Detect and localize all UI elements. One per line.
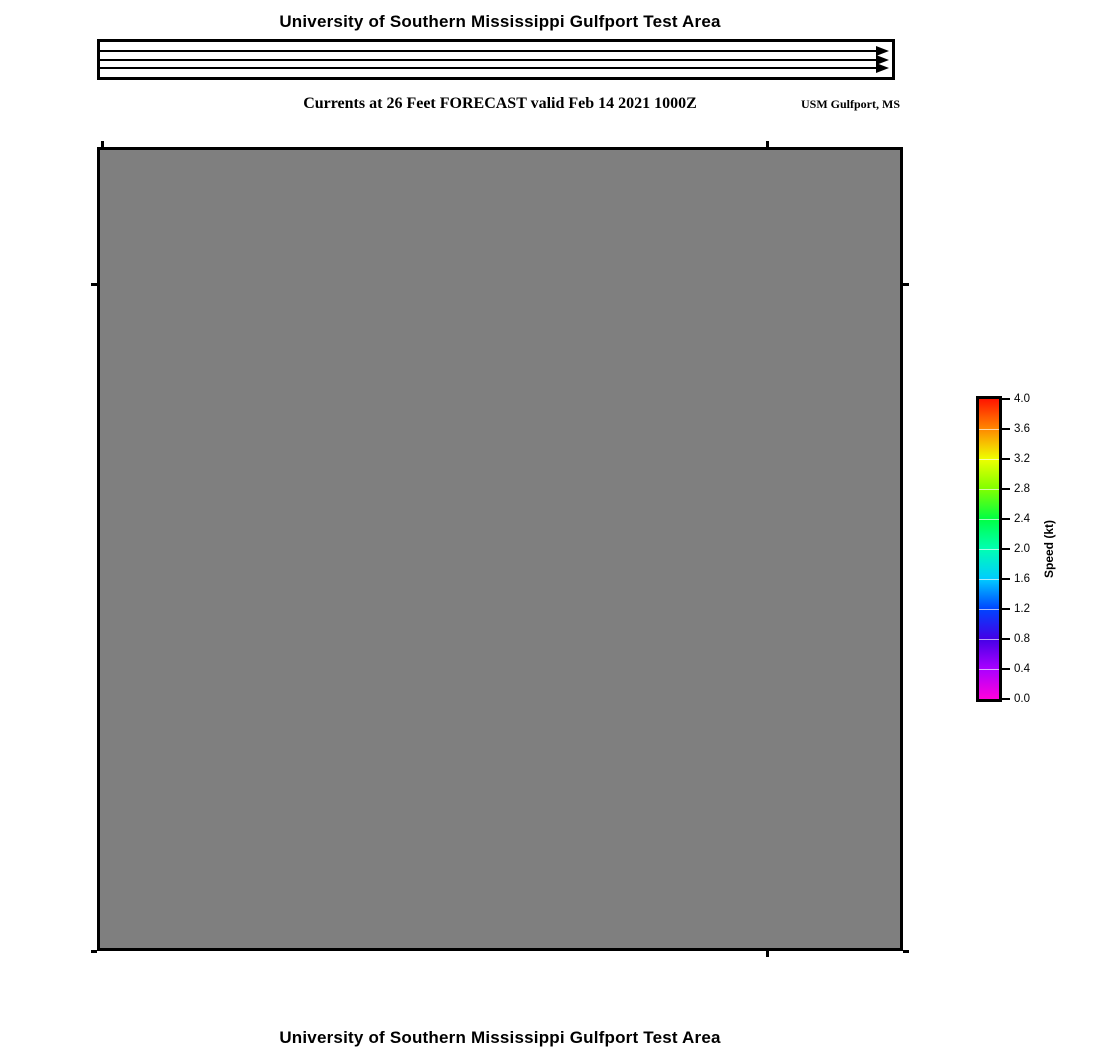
colorbar-segment-line xyxy=(979,549,999,550)
colorbar-tick-label: 1.2 xyxy=(1014,603,1030,615)
page-title-bottom: University of Southern Mississippi Gulfport Test Area xyxy=(279,1028,721,1047)
colorbar-tick-label: 3.6 xyxy=(1014,423,1030,435)
graticule-tick-top xyxy=(766,141,769,147)
colorbar-tick-label: 0.4 xyxy=(1014,663,1030,675)
colorbar-tick xyxy=(1002,458,1010,460)
arrow-head-icon xyxy=(876,63,889,73)
colorbar-tick xyxy=(1002,578,1010,580)
scale-arrow-line xyxy=(100,50,876,52)
scale-arrow-line xyxy=(100,59,876,61)
colorbar-segment-line xyxy=(979,429,999,430)
colorbar-tick xyxy=(1002,398,1010,400)
map-area xyxy=(97,147,903,951)
vector-scale-box xyxy=(97,39,895,80)
graticule-tick-right xyxy=(903,950,909,953)
graticule-tick-left xyxy=(91,283,97,286)
colorbar-tick xyxy=(1002,548,1010,550)
colorbar-segment-line xyxy=(979,489,999,490)
colorbar-tick-label: 2.8 xyxy=(1014,483,1030,495)
colorbar-segment-line xyxy=(979,669,999,670)
colorbar-tick-label: 3.2 xyxy=(1014,453,1030,465)
colorbar-tick-label: 0.0 xyxy=(1014,693,1030,705)
graticule-tick-left xyxy=(91,950,97,953)
colorbar-tick-label: 1.6 xyxy=(1014,573,1030,585)
colorbar-segment-line xyxy=(979,609,999,610)
scale-arrow-line xyxy=(100,67,876,69)
colorbar-tick xyxy=(1002,488,1010,490)
colorbar-tick xyxy=(1002,608,1010,610)
colorbar-tick xyxy=(1002,698,1010,700)
colorbar-segment-line xyxy=(979,639,999,640)
forecast-subtitle: Currents at 26 Feet FORECAST valid Feb 14 2021 1000Z xyxy=(303,95,697,112)
colorbar-tick-label: 2.0 xyxy=(1014,543,1030,555)
colorbar-gradient xyxy=(976,396,1002,702)
graticule-tick-bottom xyxy=(766,951,769,957)
graticule-tick-right xyxy=(903,283,909,286)
colorbar-axis-label: Speed (kt) xyxy=(1042,519,1056,579)
colorbar-segment-line xyxy=(979,459,999,460)
colorbar-tick xyxy=(1002,428,1010,430)
graticule-tick-top xyxy=(101,141,104,147)
colorbar-tick-label: 0.8 xyxy=(1014,633,1030,645)
colorbar xyxy=(976,393,1071,705)
station-label: USM Gulfport, MS xyxy=(801,97,900,111)
colorbar-tick-label: 4.0 xyxy=(1014,393,1030,405)
page-title-top: University of Southern Mississippi Gulfport Test Area xyxy=(279,12,721,31)
colorbar-segment-line xyxy=(979,579,999,580)
colorbar-tick-label: 2.4 xyxy=(1014,513,1030,525)
colorbar-tick xyxy=(1002,638,1010,640)
colorbar-segment-line xyxy=(979,519,999,520)
colorbar-tick xyxy=(1002,668,1010,670)
colorbar-tick xyxy=(1002,518,1010,520)
